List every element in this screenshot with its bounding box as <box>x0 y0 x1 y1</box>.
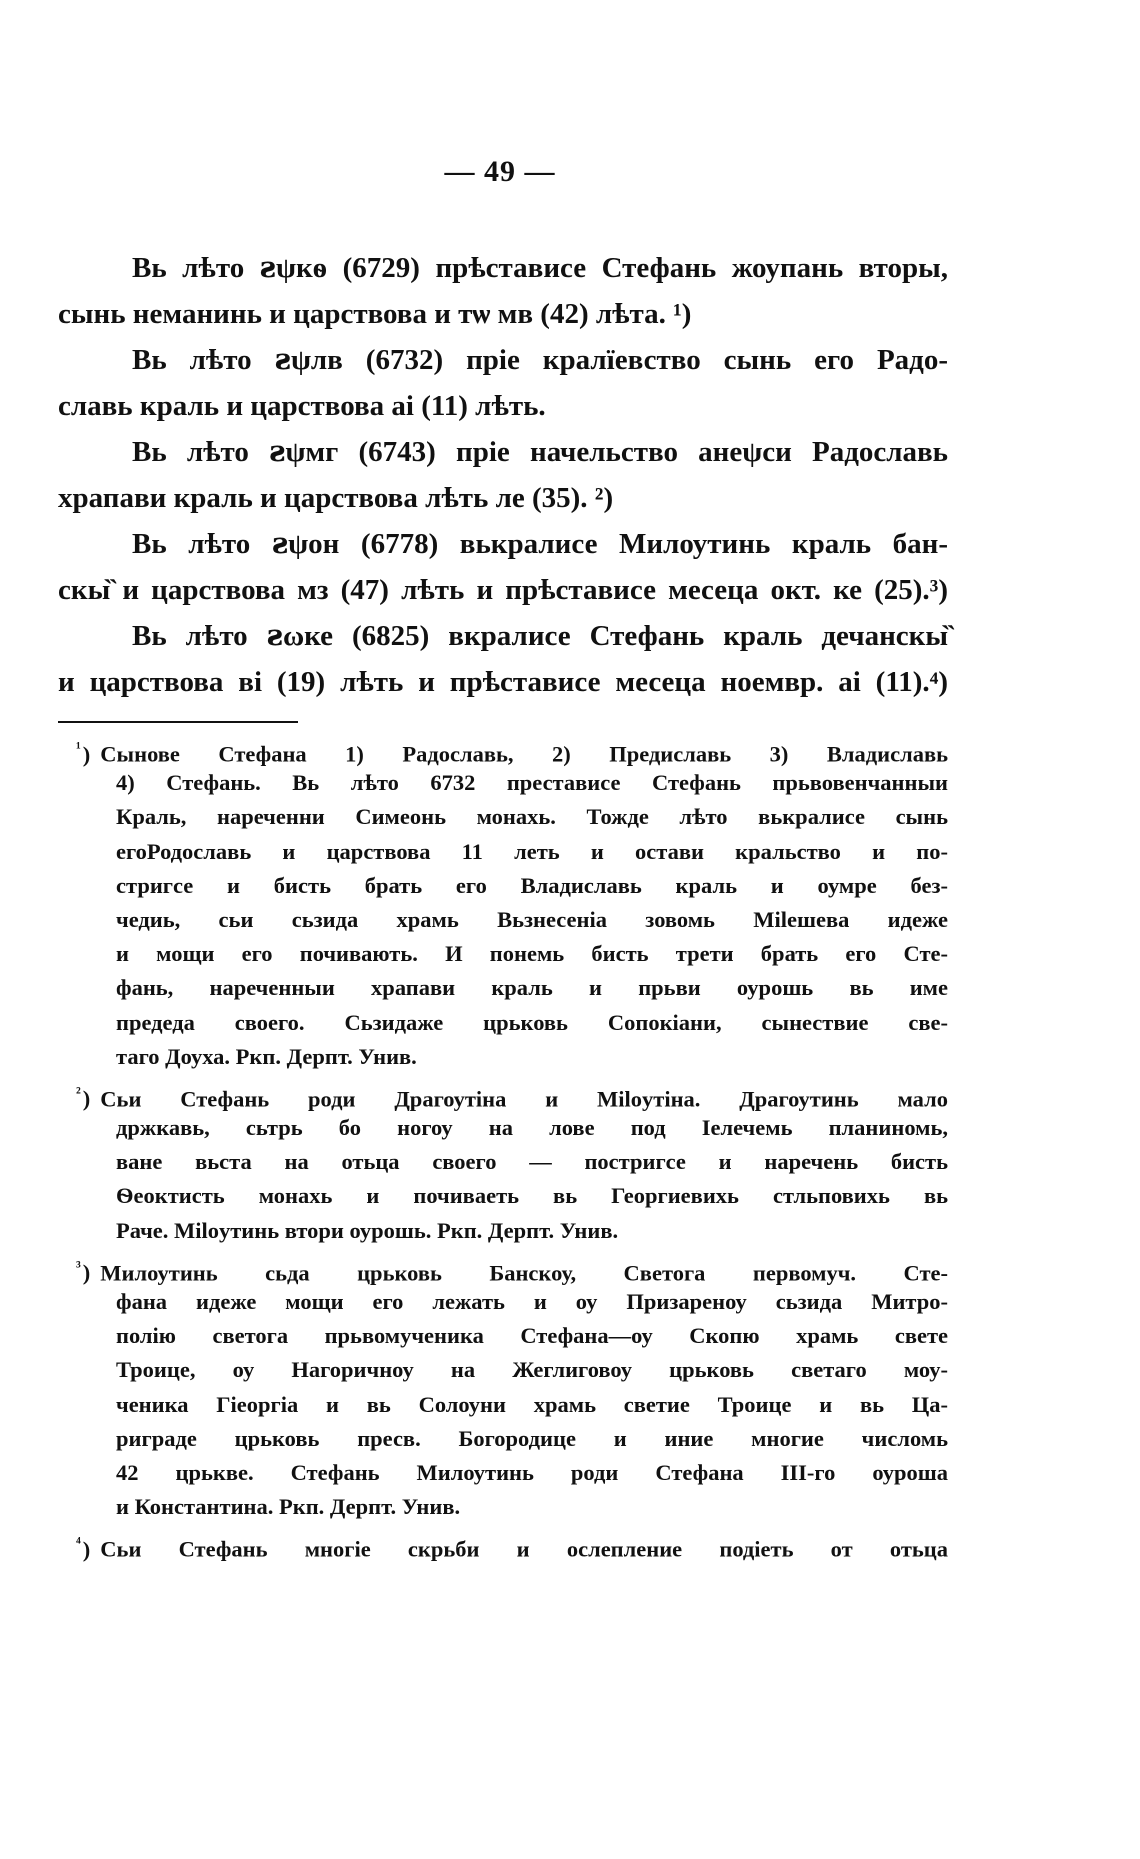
footnote-marker: ¹ <box>76 740 81 757</box>
footnote-text: предеда своего. Сьзидаже црьковь Сопокіани, сынествие све- <box>116 1009 948 1035</box>
footnote-text: фань, нареченныи храпави краль и прьви оурошь вь име <box>116 975 948 1001</box>
footnote-line: $^{^4}$) Сьи Стефань многіе скрьби и ослепление подіеть от отьца <box>76 1535 948 1562</box>
text-line: Вь лѣто ꙅψон (6778) вькралисе Милоутинь краль бан- <box>132 528 948 560</box>
footnote-line <box>58 766 948 800</box>
text-line: сынь неманинь и царствова и тѡ мв (42) лѣта. ¹) <box>58 298 692 330</box>
footnote-line <box>58 835 948 869</box>
footnote-text: ване вьста на отьца своего — постригсе и наречень бисть <box>116 1149 948 1175</box>
footnote-text: Краль, нареченни Симеонь монахь. Тожде лѣто вькралисе сынь <box>116 804 948 830</box>
footnote-line <box>58 903 948 937</box>
footnote-line <box>58 1006 948 1040</box>
footnote-line <box>58 937 948 971</box>
text-line: Вь лѣто ꙅωке (6825) вкралисе Стефань краль дечанскы̏ <box>132 620 948 652</box>
footnote-divider <box>58 721 298 723</box>
text-line: и царствова ві (19) лѣть и прѣстависе месеца ноемвр. аі (11).⁴) <box>58 666 948 698</box>
page-number: — 49 — <box>444 155 556 188</box>
footnote-text: Сьи Стефань многіе скрьби и ослепление подіеть от отьца <box>100 1536 948 1562</box>
footnote-line <box>58 1456 948 1490</box>
footnotes <box>58 732 948 1565</box>
footnote-text: 42 црькве. Стефань Милоутинь роди Стефана III-го оуроша <box>116 1459 948 1485</box>
text-line: Вь лѣто ꙅψмг (6743) пріе начельство анеψси Радославь <box>132 436 948 468</box>
footnote-text: Сьи Стефань роди Драгоутіна и Міloутіна. Драгоутинь мало <box>100 1086 948 1112</box>
footnote-line: $^{^2}$) Сьи Стефань роди Драгоутіна и Міloутіна. Драгоутинь мало <box>76 1084 948 1112</box>
footnote-line <box>58 1285 948 1319</box>
footnote-line: $^{^1}$) Сынове Стефана 1) Радославь, 2) Предиславь 3) Владиславь <box>76 740 948 767</box>
footnote-line <box>58 1145 948 1179</box>
footnote-line <box>58 1353 948 1387</box>
footnote-text: Милоутинь сьда црьковь Банскоу, Светога первомуч. Сте- <box>100 1260 948 1286</box>
footnote-marker: ² <box>76 1084 81 1102</box>
footnote-marker: ⁴ <box>76 1535 81 1553</box>
footnote-line <box>58 1040 948 1074</box>
text-line: Вь лѣто ꙅψлв (6732) пріе кралїевство сынь его Радо- <box>132 344 948 376</box>
footnote-text: полію светога прьвомученика Стефана—оу Скопю храмь свете <box>116 1323 948 1349</box>
footnote-line <box>58 869 948 903</box>
footnote-line <box>58 1214 948 1248</box>
footnote-marker: ³ <box>76 1258 81 1276</box>
footnote-text: држкавь, сьтрь бо ногоу на лове под Іелечемь планиномь, <box>116 1115 948 1141</box>
footnote-text: 4) Стефань. Вь лѣто 6732 престависе Стефань прьвовенчанныи <box>116 770 948 796</box>
text-line: скы̏ и царствова мз (47) лѣть и прѣстависе месеца окт. ке (25).³) <box>58 574 948 606</box>
footnote-line <box>58 971 948 1005</box>
footnote-line <box>58 1422 948 1456</box>
footnote-text: Троице, оу Нагоричноу на Жеглиговоу црьковь светаго моу- <box>116 1357 948 1383</box>
footnote-line <box>58 1490 948 1524</box>
footnote-line <box>58 1319 948 1353</box>
footnote-line <box>58 1179 948 1213</box>
main-text <box>58 245 948 705</box>
footnote-text: и мощи его почивають. И понемь бисть трети брать его Сте- <box>116 941 948 967</box>
footnote-line <box>58 1388 948 1422</box>
text-line: Вь лѣто ꙅψкѳ (6729) прѣстависе Стефань жоупань вторы, <box>132 252 948 284</box>
footnote-text: стригсе и бисть брать его Владиславь краль и оумре без- <box>116 872 948 898</box>
footnote-text: Сынове Стефана 1) Радославь, 2) Предиславь 3) Владиславь <box>100 741 948 767</box>
footnote-text: и Константина. Ркп. Дерпт. Унив. <box>116 1494 461 1520</box>
footnote-line <box>58 1111 948 1145</box>
footnote-text: егоРодославь и царствова 11 леть и остави кральство и по- <box>116 838 948 864</box>
footnote-text: таго Доуха. Ркп. Дерпт. Унив. <box>116 1043 417 1069</box>
footnote-text: ченика Гіеоргіа и вь Солоуни храмь светие Троице и вь Ца- <box>116 1391 948 1417</box>
footnote-text: риграде црьковь пресв. Богородице и иние многие числомь <box>116 1425 948 1451</box>
text-line: храпави краль и царствова лѣть ле (35). ²) <box>58 482 614 514</box>
footnote-line: $^{^3}$) Милоутинь сьда црьковь Банскоу, Светога первомуч. Сте- <box>76 1258 948 1286</box>
text-line: славь краль и царствова аі (11) лѣть. <box>58 390 546 422</box>
footnote-text: Раче. Міloутинь втори оурошь. Ркп. Дерпт. Унив. <box>116 1217 619 1243</box>
footnote-text: чедиь, сьи сьзида храмь Вьзнесеніа зовомь Міleшева идеже <box>116 906 948 932</box>
footnote-line <box>58 800 948 834</box>
footnote-text: Ѳеоктисть монахь и почиваеть вь Георгиевихь стльповихь вь <box>116 1183 948 1209</box>
footnote-text: фана идеже мощи его лежать и оу Призареноу сьзида Митро- <box>116 1289 948 1314</box>
